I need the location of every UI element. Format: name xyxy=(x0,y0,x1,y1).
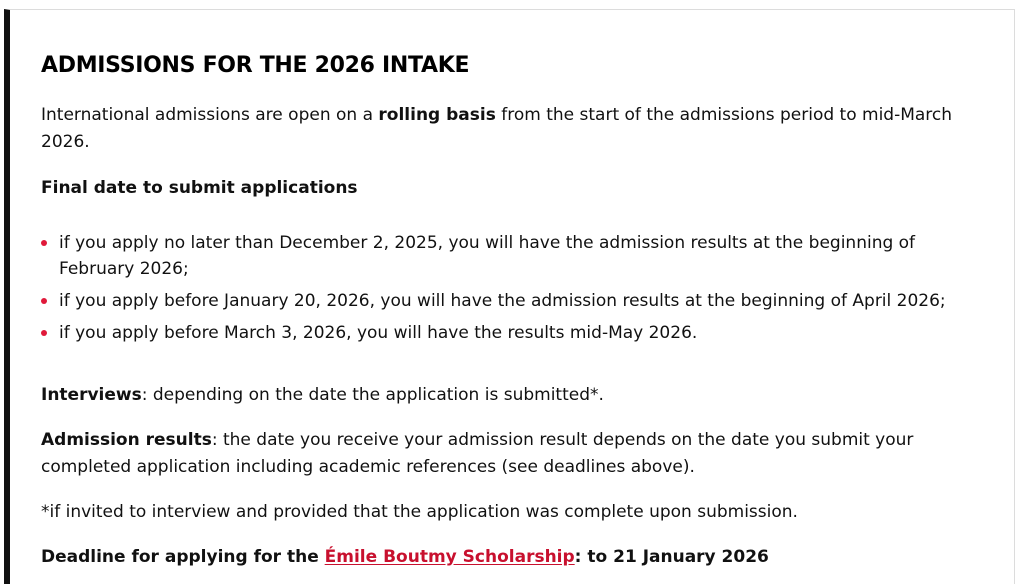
interviews-label: Interviews xyxy=(41,385,142,405)
admission-results-label: Admission results xyxy=(41,430,212,450)
admission-results-text: : the date you receive your admission result depends on the date you submit your completed application including academic references (see deadlines above). xyxy=(41,430,914,477)
list-item xyxy=(41,320,976,346)
footnote: *if invited to interview and provided that the application was complete upon submission. xyxy=(41,502,798,522)
intro-bold: rolling basis xyxy=(378,105,496,125)
interviews-paragraph xyxy=(41,382,976,409)
bullet-dot-icon xyxy=(41,298,47,304)
admission-results-paragraph xyxy=(41,427,976,481)
list-item-text: if you apply before January 20, 2026, you will have the admission results at the beginning of April 2026; xyxy=(59,291,946,311)
intro-paragraph xyxy=(41,102,976,156)
scholarship-text-after: : to 21 January 2026 xyxy=(574,547,769,567)
section-heading: ADMISSIONS FOR THE 2026 INTAKE xyxy=(41,53,470,78)
bullet-dot-icon xyxy=(41,240,47,246)
list-item xyxy=(41,288,976,314)
bullet-dot-icon xyxy=(41,330,47,336)
intro-text-before: International admissions are open on a xyxy=(41,105,379,125)
list-item-text: if you apply no later than December 2, 2025, you will have the admission results at the beginning of February 2026; xyxy=(59,233,916,279)
scholarship-deadline xyxy=(41,544,976,571)
list-item-text: if you apply before March 3, 2026, you will have the results mid-May 2026. xyxy=(59,323,698,343)
scholarship-text-before: Deadline for applying for the xyxy=(41,547,325,567)
scholarship-link[interactable]: Émile Boutmy Scholarship xyxy=(324,547,575,567)
interviews-text: : depending on the date the application is submitted*. xyxy=(141,385,604,405)
list-item xyxy=(41,230,976,282)
admissions-card xyxy=(4,9,1015,584)
intro-text-after: from the start of the admissions period to mid-March 2026. xyxy=(41,105,953,152)
final-date-title: Final date to submit applications xyxy=(41,178,358,198)
deadline-list xyxy=(41,230,976,352)
